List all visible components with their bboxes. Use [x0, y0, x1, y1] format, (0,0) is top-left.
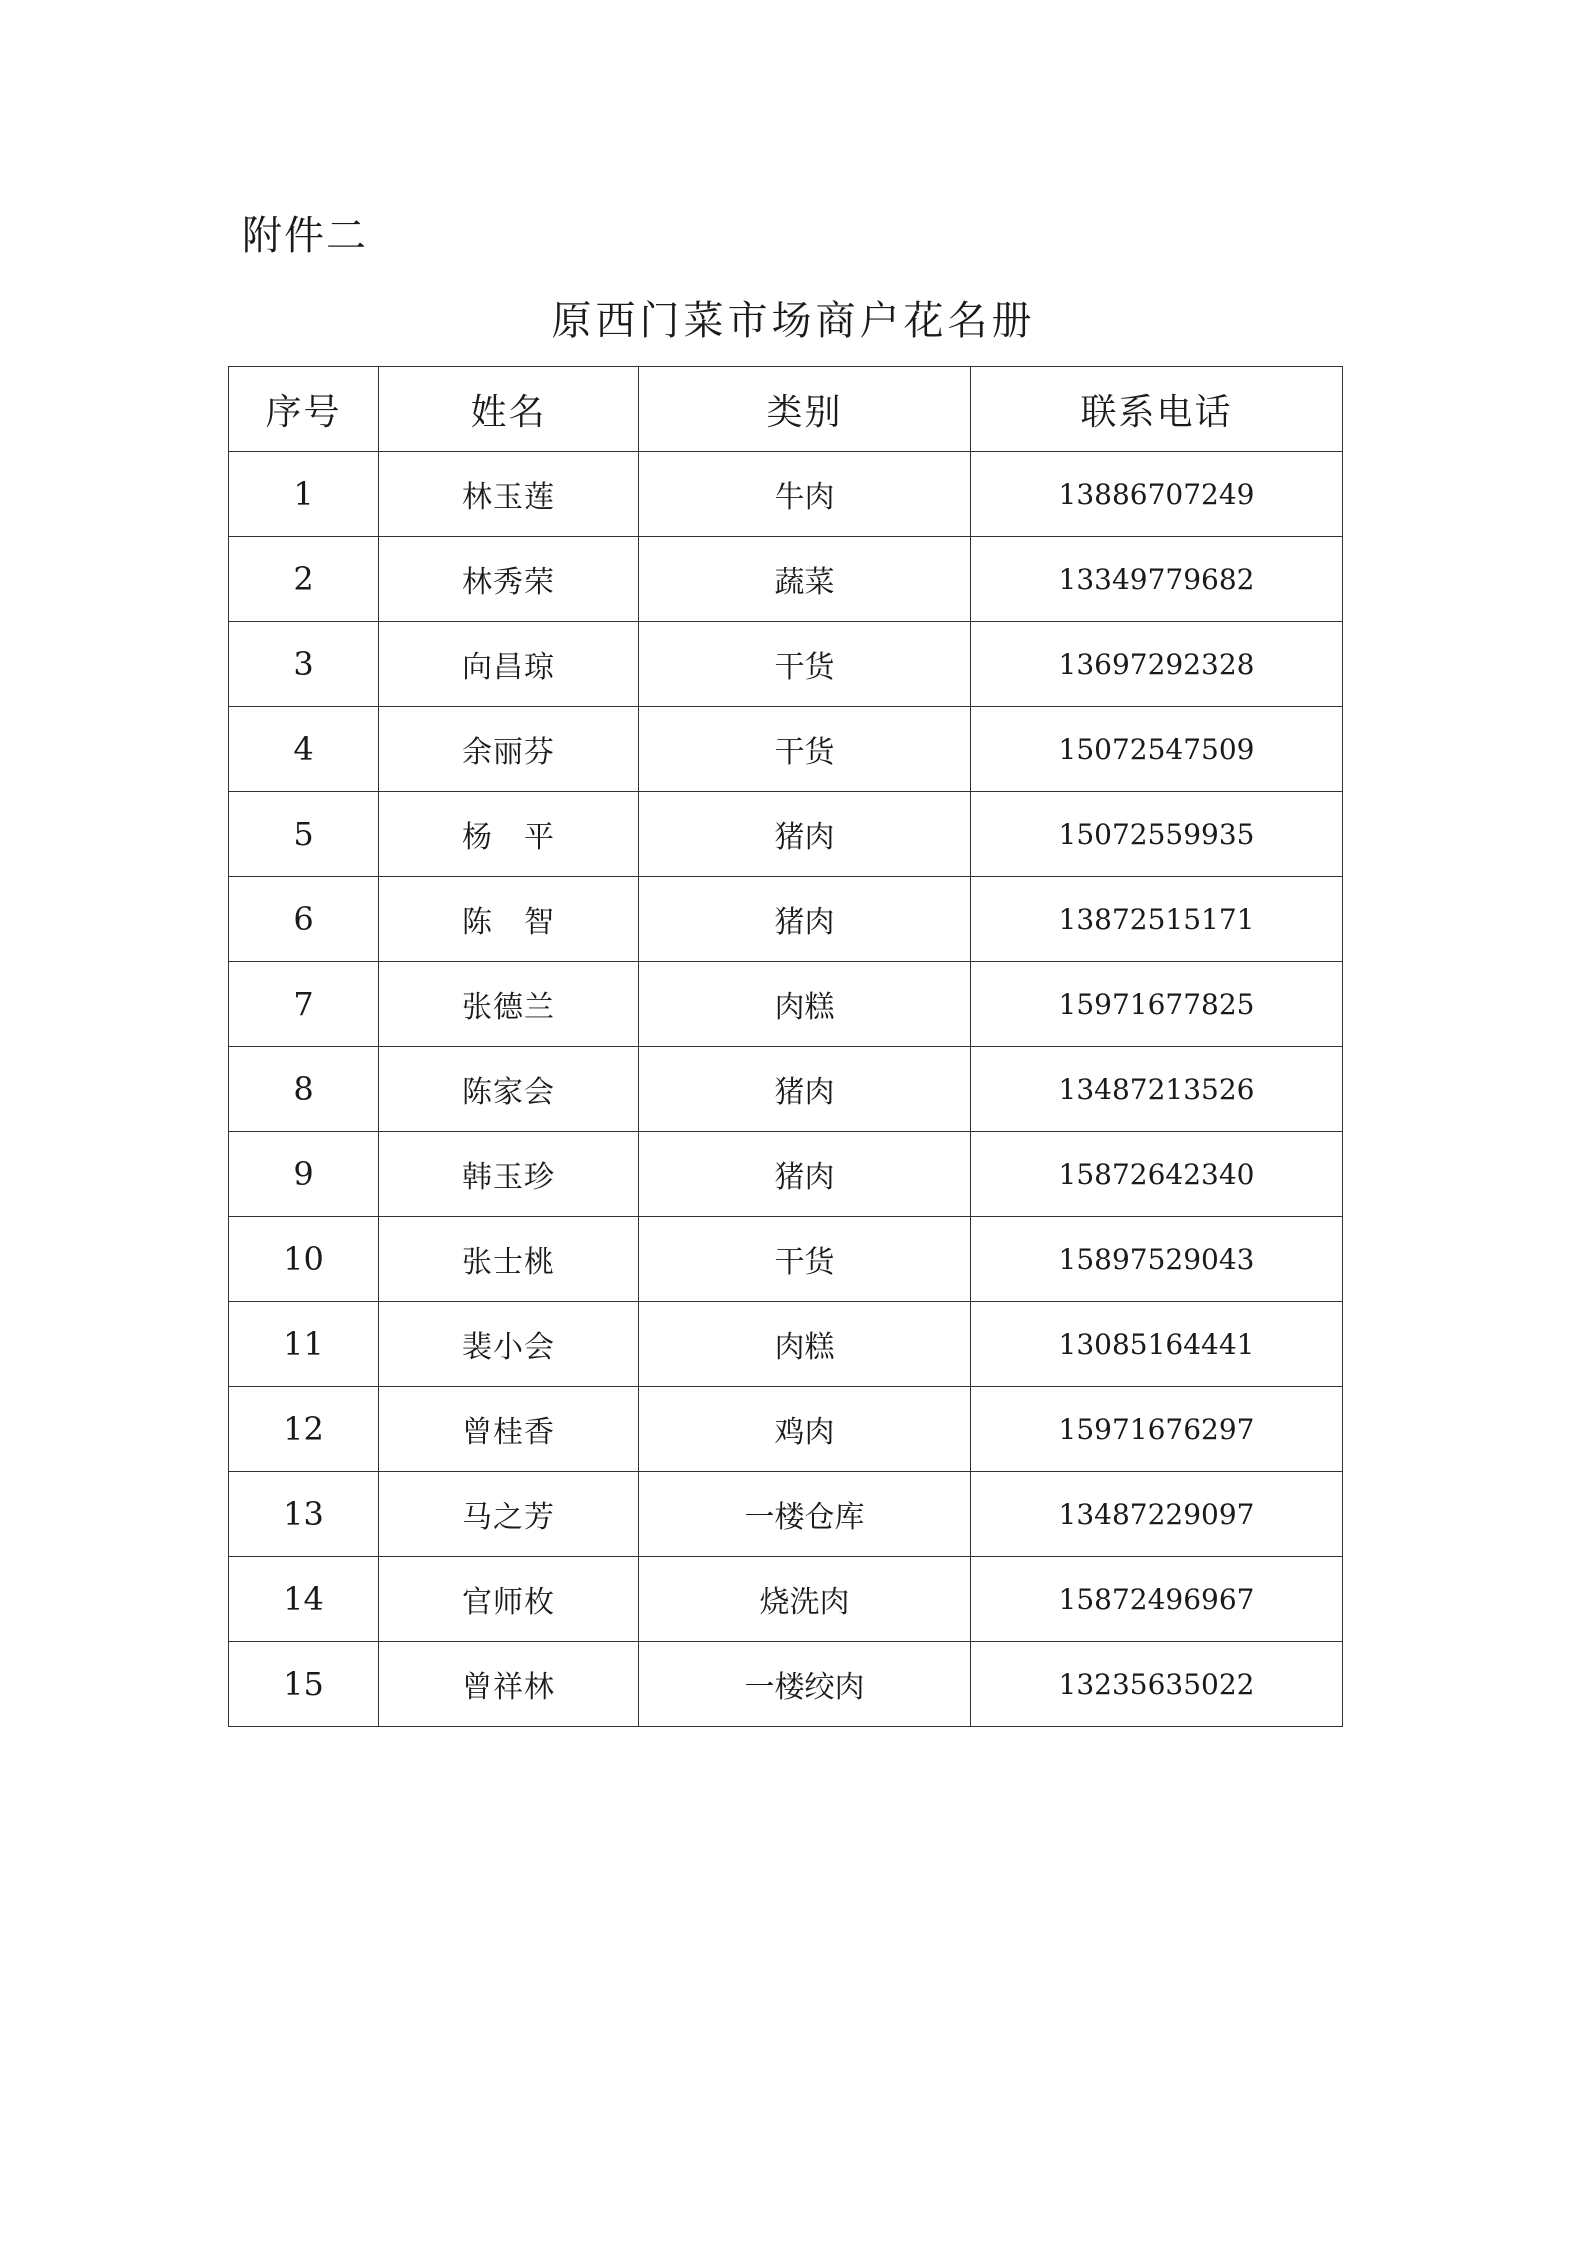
cell-seq: 5 — [229, 792, 379, 877]
cell-seq: 7 — [229, 962, 379, 1047]
cell-category: 干货 — [639, 707, 971, 792]
cell-phone: 13487229097 — [971, 1472, 1343, 1557]
attachment-label: 附件二 — [242, 213, 368, 259]
cell-name: 官师枚 — [379, 1557, 639, 1642]
cell-seq: 12 — [229, 1387, 379, 1472]
table-row — [229, 877, 1343, 962]
cell-category: 一楼仓库 — [639, 1472, 971, 1557]
cell-phone: 15971676297 — [971, 1387, 1343, 1472]
cell-name: 向昌琼 — [379, 622, 639, 707]
cell-seq: 11 — [229, 1302, 379, 1387]
table-header — [229, 367, 1343, 452]
header-category: 类别 — [639, 367, 971, 452]
cell-name: 张士桃 — [379, 1217, 639, 1302]
cell-phone: 15072559935 — [971, 792, 1343, 877]
cell-phone: 15971677825 — [971, 962, 1343, 1047]
cell-category: 干货 — [639, 622, 971, 707]
header-phone: 联系电话 — [971, 367, 1343, 452]
cell-name: 余丽芬 — [379, 707, 639, 792]
cell-category: 干货 — [639, 1217, 971, 1302]
cell-phone: 13697292328 — [971, 622, 1343, 707]
cell-phone: 15897529043 — [971, 1217, 1343, 1302]
cell-category: 鸡肉 — [639, 1387, 971, 1472]
cell-name: 韩玉珍 — [379, 1132, 639, 1217]
cell-name: 陈 智 — [379, 877, 639, 962]
merchant-roster-table — [228, 366, 1343, 1727]
cell-seq: 10 — [229, 1217, 379, 1302]
cell-name: 裴小会 — [379, 1302, 639, 1387]
cell-seq: 4 — [229, 707, 379, 792]
table-row — [229, 537, 1343, 622]
cell-phone: 13085164441 — [971, 1302, 1343, 1387]
cell-seq: 1 — [229, 452, 379, 537]
cell-seq: 9 — [229, 1132, 379, 1217]
cell-category: 牛肉 — [639, 452, 971, 537]
cell-seq: 3 — [229, 622, 379, 707]
cell-category: 猪肉 — [639, 792, 971, 877]
cell-phone: 13872515171 — [971, 877, 1343, 962]
cell-phone: 15872496967 — [971, 1557, 1343, 1642]
cell-phone: 13886707249 — [971, 452, 1343, 537]
cell-name: 陈家会 — [379, 1047, 639, 1132]
table-row — [229, 1132, 1343, 1217]
cell-name: 张德兰 — [379, 962, 639, 1047]
cell-category: 肉糕 — [639, 962, 971, 1047]
cell-phone: 13235635022 — [971, 1642, 1343, 1727]
cell-seq: 15 — [229, 1642, 379, 1727]
cell-seq: 8 — [229, 1047, 379, 1132]
cell-seq: 6 — [229, 877, 379, 962]
cell-seq: 14 — [229, 1557, 379, 1642]
cell-category: 一楼绞肉 — [639, 1642, 971, 1727]
table-row — [229, 962, 1343, 1047]
cell-name: 曾祥林 — [379, 1642, 639, 1727]
cell-category: 蔬菜 — [639, 537, 971, 622]
cell-name: 马之芳 — [379, 1472, 639, 1557]
cell-category: 肉糕 — [639, 1302, 971, 1387]
cell-phone: 13349779682 — [971, 537, 1343, 622]
table-row — [229, 452, 1343, 537]
cell-category: 烧洗肉 — [639, 1557, 971, 1642]
cell-name: 林玉莲 — [379, 452, 639, 537]
cell-phone: 13487213526 — [971, 1047, 1343, 1132]
document-title: 原西门菜市场商户花名册 — [551, 298, 1036, 344]
table-row — [229, 1472, 1343, 1557]
table-row — [229, 1217, 1343, 1302]
table-row — [229, 792, 1343, 877]
cell-category: 猪肉 — [639, 1132, 971, 1217]
cell-seq: 2 — [229, 537, 379, 622]
header-row — [229, 367, 1343, 452]
cell-name: 杨 平 — [379, 792, 639, 877]
cell-phone: 15072547509 — [971, 707, 1343, 792]
table-row — [229, 1642, 1343, 1727]
header-seq: 序号 — [229, 367, 379, 452]
table-body — [229, 452, 1343, 1727]
table-row — [229, 707, 1343, 792]
cell-phone: 15872642340 — [971, 1132, 1343, 1217]
table-row — [229, 1302, 1343, 1387]
table-row — [229, 622, 1343, 707]
table-row — [229, 1047, 1343, 1132]
header-name: 姓名 — [379, 367, 639, 452]
cell-name: 林秀荣 — [379, 537, 639, 622]
cell-category: 猪肉 — [639, 1047, 971, 1132]
cell-name: 曾桂香 — [379, 1387, 639, 1472]
cell-category: 猪肉 — [639, 877, 971, 962]
table-row — [229, 1387, 1343, 1472]
cell-seq: 13 — [229, 1472, 379, 1557]
table-row — [229, 1557, 1343, 1642]
